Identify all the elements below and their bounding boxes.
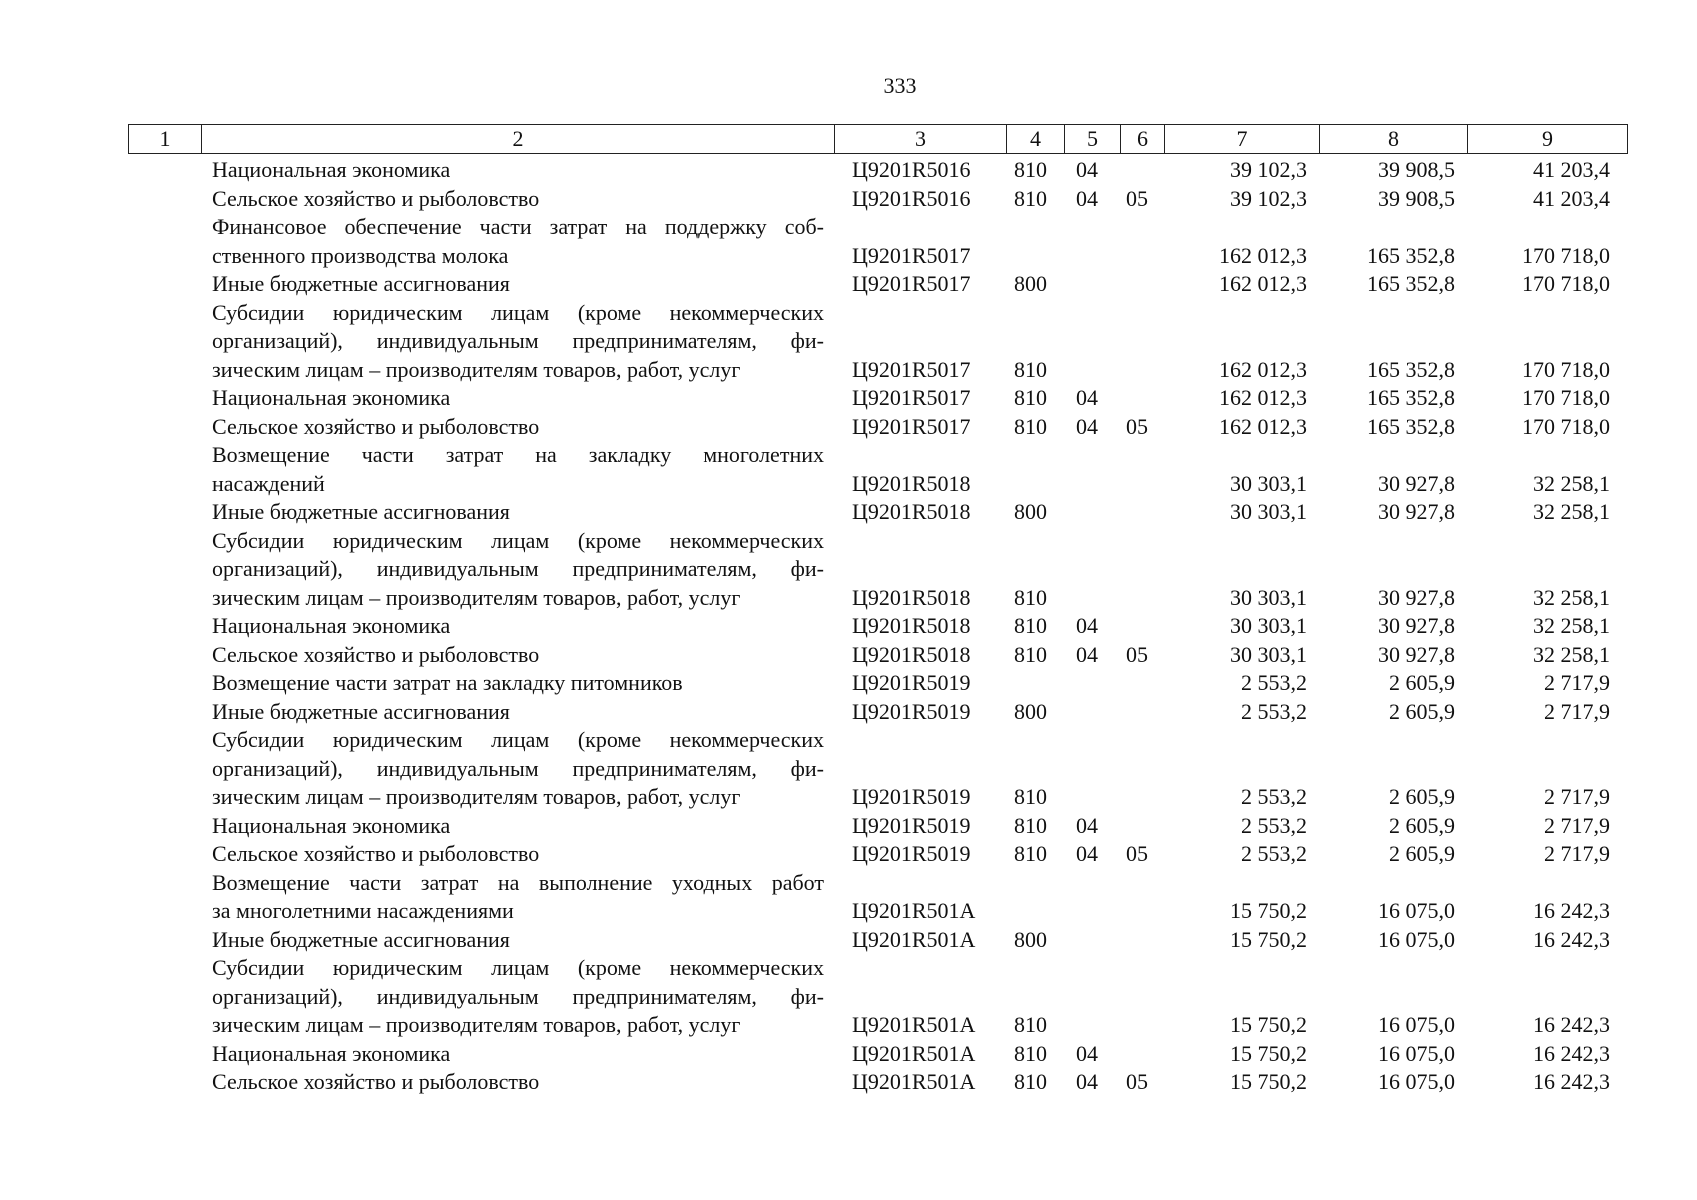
header-col-6: 6 bbox=[1121, 125, 1165, 154]
row-code: Ц9201R5016 bbox=[852, 157, 971, 182]
row-name-line: Сельское хозяйство и рыболовство bbox=[212, 185, 540, 211]
row-name bbox=[212, 669, 824, 698]
row-amount-col7: 162 012,3 bbox=[1219, 242, 1307, 268]
row-amount-col8: 2 605,9 bbox=[1389, 812, 1455, 838]
header-col-8: 8 bbox=[1320, 125, 1468, 154]
row-subsection: 05 bbox=[1126, 413, 1148, 439]
row-expense-type: 810 bbox=[1014, 385, 1047, 410]
row-section: 04 bbox=[1076, 1069, 1098, 1094]
row-expense-type: 810 bbox=[1014, 1069, 1047, 1094]
table-row bbox=[0, 384, 1697, 413]
row-name-line: Иные бюджетные ассигнования bbox=[212, 698, 510, 724]
row-code: Ц9201R5016 bbox=[852, 185, 971, 211]
table-row bbox=[0, 413, 1697, 442]
row-name bbox=[212, 641, 824, 670]
table-row bbox=[0, 812, 1697, 841]
row-name-line: Субсидии юридическим лицам (кроме некоммерческих bbox=[212, 727, 824, 752]
row-amount-col7: 39 102,3 bbox=[1230, 185, 1307, 211]
table-row bbox=[0, 669, 1697, 698]
row-amount-col7: 15 750,2 bbox=[1230, 1012, 1307, 1037]
row-name bbox=[212, 812, 824, 841]
row-amount-col7: 162 012,3 bbox=[1219, 356, 1307, 382]
table-row bbox=[0, 926, 1697, 955]
row-amount-col7: 162 012,3 bbox=[1219, 271, 1307, 296]
row-amount-col8: 165 352,8 bbox=[1367, 242, 1455, 268]
table-row bbox=[0, 869, 1697, 926]
row-amount-col7: 2 553,2 bbox=[1241, 841, 1307, 866]
row-amount-col9: 170 718,0 bbox=[1522, 385, 1610, 410]
row-code: Ц9201R5018 bbox=[852, 470, 971, 496]
row-amount-col9: 32 258,1 bbox=[1533, 584, 1610, 610]
row-name bbox=[212, 612, 824, 641]
row-section: 04 bbox=[1076, 385, 1098, 410]
row-amount-col9: 32 258,1 bbox=[1533, 641, 1610, 667]
row-amount-col9: 170 718,0 bbox=[1522, 356, 1610, 382]
row-expense-type: 800 bbox=[1014, 698, 1047, 724]
row-amount-col8: 165 352,8 bbox=[1367, 413, 1455, 439]
row-name bbox=[212, 156, 824, 185]
row-code: Ц9201R5019 bbox=[852, 698, 971, 724]
row-section: 04 bbox=[1076, 413, 1098, 439]
row-amount-col8: 30 927,8 bbox=[1378, 499, 1455, 524]
row-subsection: 05 bbox=[1126, 641, 1148, 667]
row-section: 04 bbox=[1076, 613, 1098, 638]
row-code: Ц9201R5018 bbox=[852, 584, 971, 610]
row-amount-col9: 2 717,9 bbox=[1544, 698, 1610, 724]
row-name-line: Национальная экономика bbox=[212, 812, 451, 838]
row-section: 04 bbox=[1076, 1040, 1098, 1066]
header-row bbox=[129, 125, 1628, 154]
row-name-line: насаждений bbox=[212, 470, 325, 496]
row-name-line: Возмещение части затрат на закладку многолетних bbox=[212, 442, 824, 467]
row-amount-col9: 16 242,3 bbox=[1533, 1040, 1610, 1066]
table-row bbox=[0, 270, 1697, 299]
row-expense-type: 800 bbox=[1014, 926, 1047, 952]
row-code: Ц9201R5017 bbox=[852, 271, 971, 296]
row-amount-col7: 162 012,3 bbox=[1219, 413, 1307, 439]
row-amount-col7: 2 553,2 bbox=[1241, 812, 1307, 838]
row-code: Ц9201R5017 bbox=[852, 385, 971, 410]
table-row bbox=[0, 641, 1697, 670]
row-code: Ц9201R5019 bbox=[852, 670, 971, 695]
row-name-line: Иные бюджетные ассигнования bbox=[212, 271, 510, 296]
row-amount-col9: 170 718,0 bbox=[1522, 242, 1610, 268]
row-name-line: зическим лицам – производителям товаров, работ, услуг bbox=[212, 784, 741, 809]
row-name-line: Сельское хозяйство и рыболовство bbox=[212, 841, 540, 866]
row-expense-type: 800 bbox=[1014, 499, 1047, 524]
row-name bbox=[212, 413, 824, 442]
row-section: 04 bbox=[1076, 812, 1098, 838]
row-amount-col8: 165 352,8 bbox=[1367, 385, 1455, 410]
row-code: Ц9201R5017 bbox=[852, 413, 971, 439]
row-name bbox=[212, 726, 824, 812]
row-name-line: зическим лицам – производителям товаров, работ, услуг bbox=[212, 1012, 741, 1037]
header-col-9: 9 bbox=[1468, 125, 1628, 154]
row-name-line: организаций), индивидуальным предпринимателям, фи- bbox=[212, 983, 824, 1009]
row-amount-col8: 30 927,8 bbox=[1378, 641, 1455, 667]
row-code: Ц9201R501A bbox=[852, 1069, 976, 1094]
row-code: Ц9201R5019 bbox=[852, 812, 971, 838]
row-code: Ц9201R5018 bbox=[852, 641, 971, 667]
row-name bbox=[212, 1040, 824, 1069]
row-name-line: ственного производства молока bbox=[212, 242, 509, 268]
row-amount-col7: 2 553,2 bbox=[1241, 670, 1307, 695]
row-expense-type: 810 bbox=[1014, 841, 1047, 866]
row-amount-col9: 41 203,4 bbox=[1533, 185, 1610, 211]
row-section: 04 bbox=[1076, 185, 1098, 211]
row-section: 04 bbox=[1076, 841, 1098, 866]
row-amount-col9: 16 242,3 bbox=[1533, 926, 1610, 952]
row-name bbox=[212, 840, 824, 869]
row-name bbox=[212, 1068, 824, 1097]
row-expense-type: 810 bbox=[1014, 1040, 1047, 1066]
row-name-line: организаций), индивидуальным предпринимателям, фи- bbox=[212, 755, 824, 781]
header-col-3: 3 bbox=[835, 125, 1007, 154]
row-name-line: Возмещение части затрат на выполнение уходных работ bbox=[212, 869, 824, 895]
header-col-2: 2 bbox=[202, 125, 835, 154]
row-subsection: 05 bbox=[1126, 1069, 1148, 1094]
row-amount-col9: 41 203,4 bbox=[1533, 157, 1610, 182]
row-name-line: за многолетними насаждениями bbox=[212, 898, 514, 923]
row-code: Ц9201R5017 bbox=[852, 242, 971, 268]
row-name bbox=[212, 270, 824, 299]
row-amount-col9: 32 258,1 bbox=[1533, 470, 1610, 496]
row-amount-col9: 32 258,1 bbox=[1533, 613, 1610, 638]
table-row bbox=[0, 612, 1697, 641]
row-amount-col7: 30 303,1 bbox=[1230, 613, 1307, 638]
row-name-line: Национальная экономика bbox=[212, 385, 451, 410]
row-name bbox=[212, 869, 824, 926]
row-code: Ц9201R501A bbox=[852, 926, 976, 952]
row-amount-col9: 170 718,0 bbox=[1522, 413, 1610, 439]
row-name-line: Национальная экономика bbox=[212, 1040, 451, 1066]
row-amount-col7: 15 750,2 bbox=[1230, 926, 1307, 952]
row-name bbox=[212, 185, 824, 214]
row-amount-col7: 30 303,1 bbox=[1230, 470, 1307, 496]
budget-table-body bbox=[0, 156, 1697, 1097]
row-code: Ц9201R5019 bbox=[852, 841, 971, 866]
row-amount-col9: 16 242,3 bbox=[1533, 1069, 1610, 1094]
row-amount-col9: 2 717,9 bbox=[1544, 812, 1610, 838]
row-name-line: организаций), индивидуальным предпринимателям, фи- bbox=[212, 328, 824, 353]
table-row bbox=[0, 156, 1697, 185]
table-row bbox=[0, 726, 1697, 812]
row-name bbox=[212, 926, 824, 955]
row-section: 04 bbox=[1076, 641, 1098, 667]
row-code: Ц9201R5017 bbox=[852, 356, 971, 382]
row-expense-type: 810 bbox=[1014, 784, 1047, 809]
row-code: Ц9201R5019 bbox=[852, 784, 971, 809]
row-name-line: Субсидии юридическим лицам (кроме некоммерческих bbox=[212, 527, 824, 553]
row-amount-col7: 15 750,2 bbox=[1230, 1069, 1307, 1094]
row-amount-col9: 170 718,0 bbox=[1522, 271, 1610, 296]
table-row bbox=[0, 840, 1697, 869]
row-amount-col7: 2 553,2 bbox=[1241, 784, 1307, 809]
header-col-4: 4 bbox=[1007, 125, 1065, 154]
row-subsection: 05 bbox=[1126, 185, 1148, 211]
row-code: Ц9201R5018 bbox=[852, 499, 971, 524]
table-row bbox=[0, 498, 1697, 527]
row-name-line: Сельское хозяйство и рыболовство bbox=[212, 413, 540, 439]
table-row bbox=[0, 1068, 1697, 1097]
row-amount-col7: 2 553,2 bbox=[1241, 698, 1307, 724]
table-row bbox=[0, 527, 1697, 613]
row-amount-col8: 30 927,8 bbox=[1378, 470, 1455, 496]
row-amount-col8: 165 352,8 bbox=[1367, 271, 1455, 296]
row-amount-col8: 2 605,9 bbox=[1389, 698, 1455, 724]
row-expense-type: 810 bbox=[1014, 812, 1047, 838]
row-name-line: Финансовое обеспечение части затрат на поддержку соб- bbox=[212, 214, 824, 239]
row-amount-col8: 30 927,8 bbox=[1378, 613, 1455, 638]
row-amount-col7: 39 102,3 bbox=[1230, 157, 1307, 182]
row-amount-col7: 30 303,1 bbox=[1230, 499, 1307, 524]
row-code: Ц9201R5018 bbox=[852, 613, 971, 638]
row-name bbox=[212, 527, 824, 613]
row-name bbox=[212, 213, 824, 270]
header-col-1: 1 bbox=[129, 125, 202, 154]
table-row bbox=[0, 441, 1697, 498]
row-name-line: зическим лицам – производителям товаров, работ, услуг bbox=[212, 356, 741, 382]
row-expense-type: 810 bbox=[1014, 413, 1047, 439]
row-name-line: Возмещение части затрат на закладку питомников bbox=[212, 670, 683, 695]
row-code: Ц9201R501A bbox=[852, 898, 976, 923]
row-name-line: Сельское хозяйство и рыболовство bbox=[212, 641, 540, 667]
row-name bbox=[212, 299, 824, 385]
page-number: 333 bbox=[883, 73, 917, 98]
row-expense-type: 810 bbox=[1014, 157, 1047, 182]
row-expense-type: 810 bbox=[1014, 641, 1047, 667]
table-row bbox=[0, 299, 1697, 385]
row-name-line: Субсидии юридическим лицам (кроме некоммерческих bbox=[212, 299, 824, 325]
row-name bbox=[212, 698, 824, 727]
row-expense-type: 810 bbox=[1014, 584, 1047, 610]
row-amount-col8: 39 908,5 bbox=[1378, 157, 1455, 182]
row-expense-type: 810 bbox=[1014, 356, 1047, 382]
header-col-7: 7 bbox=[1165, 125, 1320, 154]
row-expense-type: 810 bbox=[1014, 185, 1047, 211]
row-name-line: Иные бюджетные ассигнования bbox=[212, 926, 510, 952]
row-amount-col8: 30 927,8 bbox=[1378, 584, 1455, 610]
row-name bbox=[212, 498, 824, 527]
row-amount-col8: 165 352,8 bbox=[1367, 356, 1455, 382]
row-subsection: 05 bbox=[1126, 841, 1148, 866]
table-row bbox=[0, 185, 1697, 214]
row-amount-col8: 2 605,9 bbox=[1389, 784, 1455, 809]
row-amount-col8: 2 605,9 bbox=[1389, 841, 1455, 866]
row-name bbox=[212, 441, 824, 498]
row-name-line: Сельское хозяйство и рыболовство bbox=[212, 1069, 540, 1094]
row-name-line: Иные бюджетные ассигнования bbox=[212, 499, 510, 524]
row-amount-col9: 16 242,3 bbox=[1533, 898, 1610, 923]
row-name-line: Субсидии юридическим лицам (кроме некоммерческих bbox=[212, 955, 824, 980]
row-amount-col9: 2 717,9 bbox=[1544, 670, 1610, 695]
row-name-line: Национальная экономика bbox=[212, 157, 451, 182]
header-col-5: 5 bbox=[1065, 125, 1121, 154]
row-amount-col7: 15 750,2 bbox=[1230, 898, 1307, 923]
row-expense-type: 800 bbox=[1014, 271, 1047, 296]
row-expense-type: 810 bbox=[1014, 1012, 1047, 1037]
row-amount-col7: 30 303,1 bbox=[1230, 584, 1307, 610]
row-amount-col7: 30 303,1 bbox=[1230, 641, 1307, 667]
row-amount-col8: 16 075,0 bbox=[1378, 926, 1455, 952]
row-amount-col8: 39 908,5 bbox=[1378, 185, 1455, 211]
row-amount-col8: 16 075,0 bbox=[1378, 1069, 1455, 1094]
row-code: Ц9201R501A bbox=[852, 1040, 976, 1066]
row-amount-col8: 16 075,0 bbox=[1378, 1040, 1455, 1066]
row-expense-type: 810 bbox=[1014, 613, 1047, 638]
row-amount-col9: 16 242,3 bbox=[1533, 1012, 1610, 1037]
table-row bbox=[0, 954, 1697, 1040]
row-section: 04 bbox=[1076, 157, 1098, 182]
row-name bbox=[212, 954, 824, 1040]
row-amount-col8: 2 605,9 bbox=[1389, 670, 1455, 695]
row-amount-col9: 2 717,9 bbox=[1544, 784, 1610, 809]
row-amount-col8: 16 075,0 bbox=[1378, 898, 1455, 923]
column-number-header bbox=[128, 124, 1628, 154]
table-row bbox=[0, 213, 1697, 270]
row-amount-col9: 2 717,9 bbox=[1544, 841, 1610, 866]
row-amount-col9: 32 258,1 bbox=[1533, 499, 1610, 524]
table-row bbox=[0, 1040, 1697, 1069]
row-amount-col8: 16 075,0 bbox=[1378, 1012, 1455, 1037]
row-name-line: Национальная экономика bbox=[212, 613, 451, 638]
table-row bbox=[0, 698, 1697, 727]
row-name-line: организаций), индивидуальным предпринимателям, фи- bbox=[212, 556, 824, 581]
row-name bbox=[212, 384, 824, 413]
row-amount-col7: 162 012,3 bbox=[1219, 385, 1307, 410]
row-code: Ц9201R501A bbox=[852, 1012, 976, 1037]
row-name-line: зическим лицам – производителям товаров, работ, услуг bbox=[212, 584, 741, 610]
row-amount-col7: 15 750,2 bbox=[1230, 1040, 1307, 1066]
